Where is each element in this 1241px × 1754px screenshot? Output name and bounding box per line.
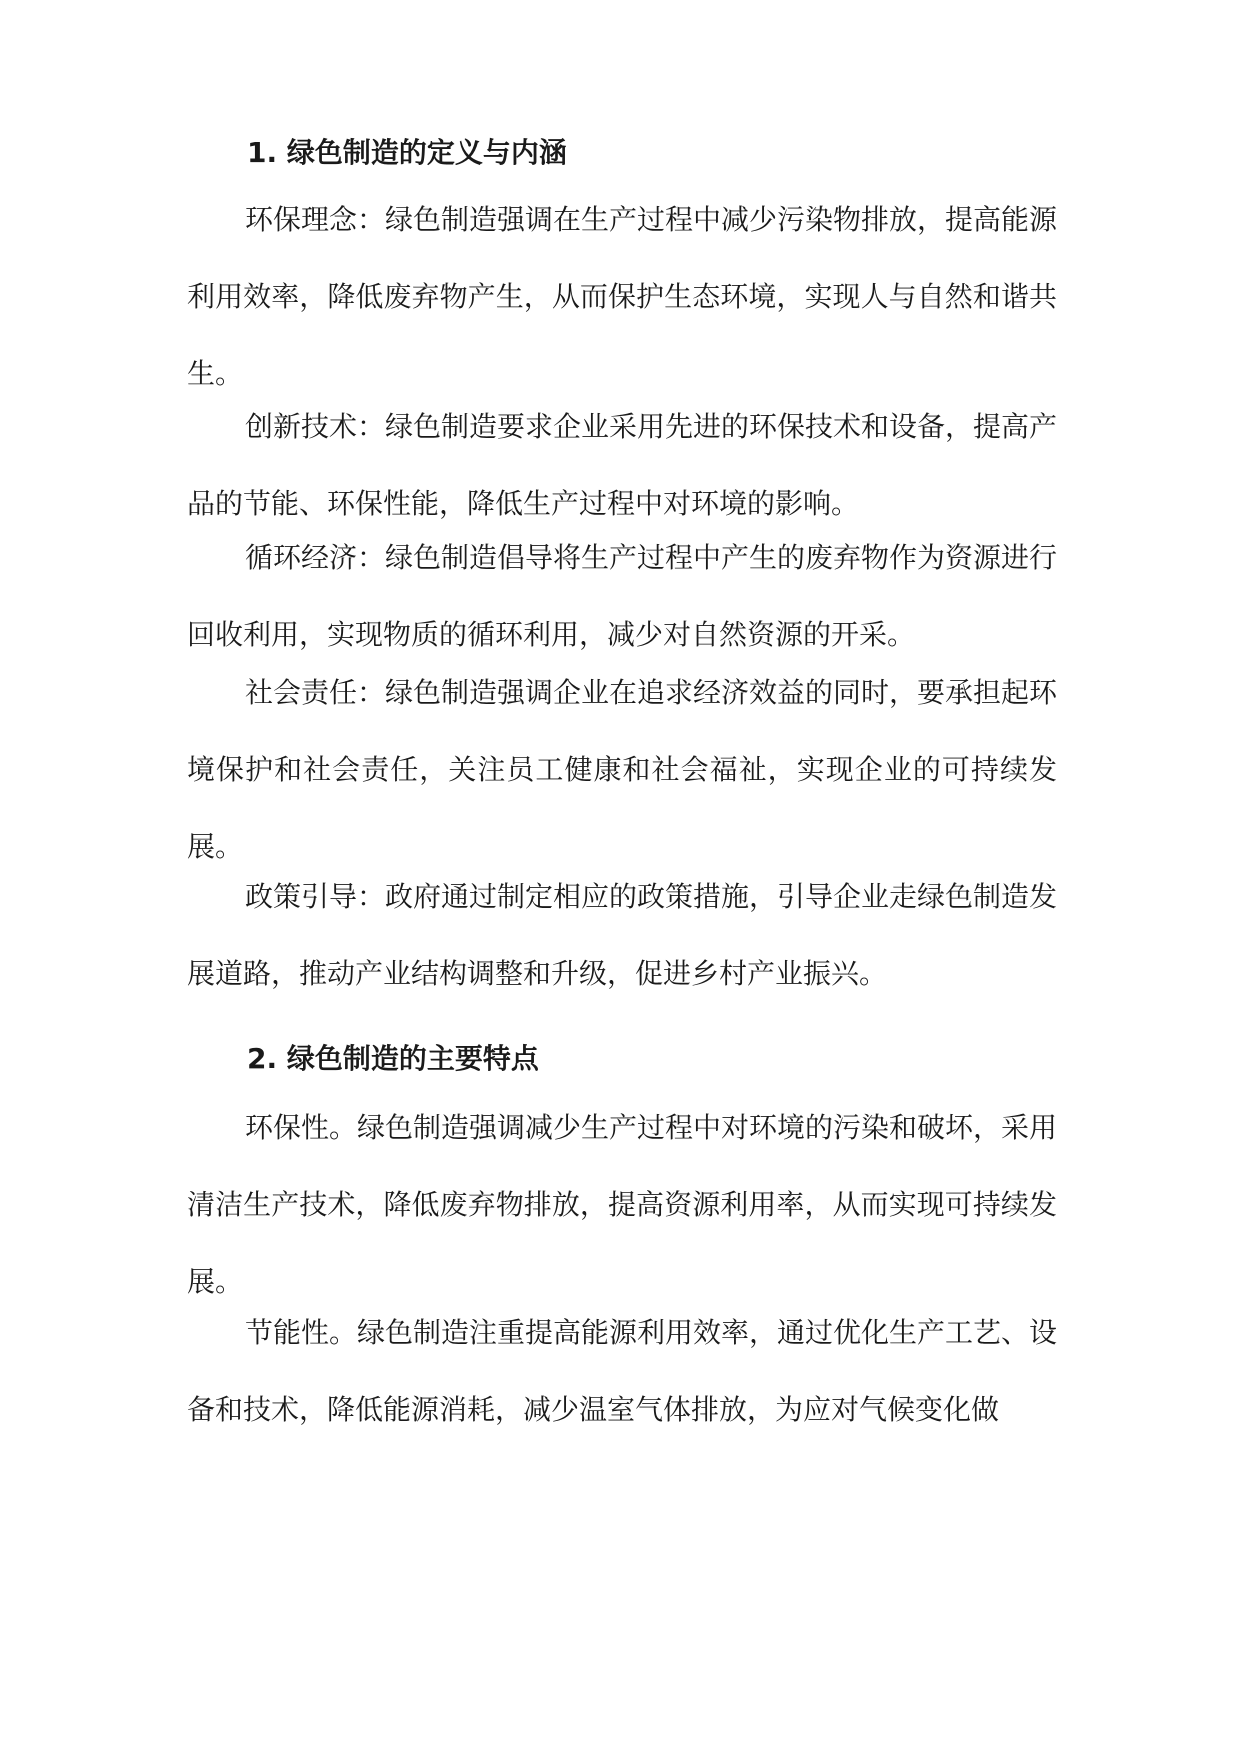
- section-1-paragraph-innovative-technology: 创新技术：绿色制造要求企业采用先进的环保技术和设备，提高产品的节能、环保性能，降低生产过程中对环境的影响。: [187, 410, 1058, 520]
- section-2-heading: 2. 绿色制造的主要特点: [247, 1042, 539, 1075]
- section-1-paragraph-environmental-concept: 环保理念：绿色制造强调在生产过程中减少污染物排放，提高能源利用效率，降低废弃物产生，从而保护生态环境，实现人与自然和谐共生。: [187, 203, 1058, 390]
- section-1-heading: 1. 绿色制造的定义与内涵: [247, 136, 567, 169]
- section-1-paragraph-social-responsibility: 社会责任：绿色制造强调企业在追求经济效益的同时，要承担起环境保护和社会责任，关注员工健康和社会福祉，实现企业的可持续发展。: [187, 676, 1058, 863]
- section-2-paragraph-energy-saving: 节能性。绿色制造注重提高能源利用效率，通过优化生产工艺、设备和技术，降低能源消耗，减少温室气体排放，为应对气候变化做: [187, 1316, 1058, 1426]
- section-1-paragraph-policy-guidance: 政策引导：政府通过制定相应的政策措施，引导企业走绿色制造发展道路，推动产业结构调整和升级，促进乡村产业振兴。: [187, 880, 1058, 990]
- section-1-paragraph-circular-economy: 循环经济：绿色制造倡导将生产过程中产生的废弃物作为资源进行回收利用，实现物质的循环利用，减少对自然资源的开采。: [187, 541, 1058, 651]
- section-2-paragraph-environmental: 环保性。绿色制造强调减少生产过程中对环境的污染和破坏，采用清洁生产技术，降低废弃物排放，提高资源利用率，从而实现可持续发展。: [187, 1111, 1058, 1298]
